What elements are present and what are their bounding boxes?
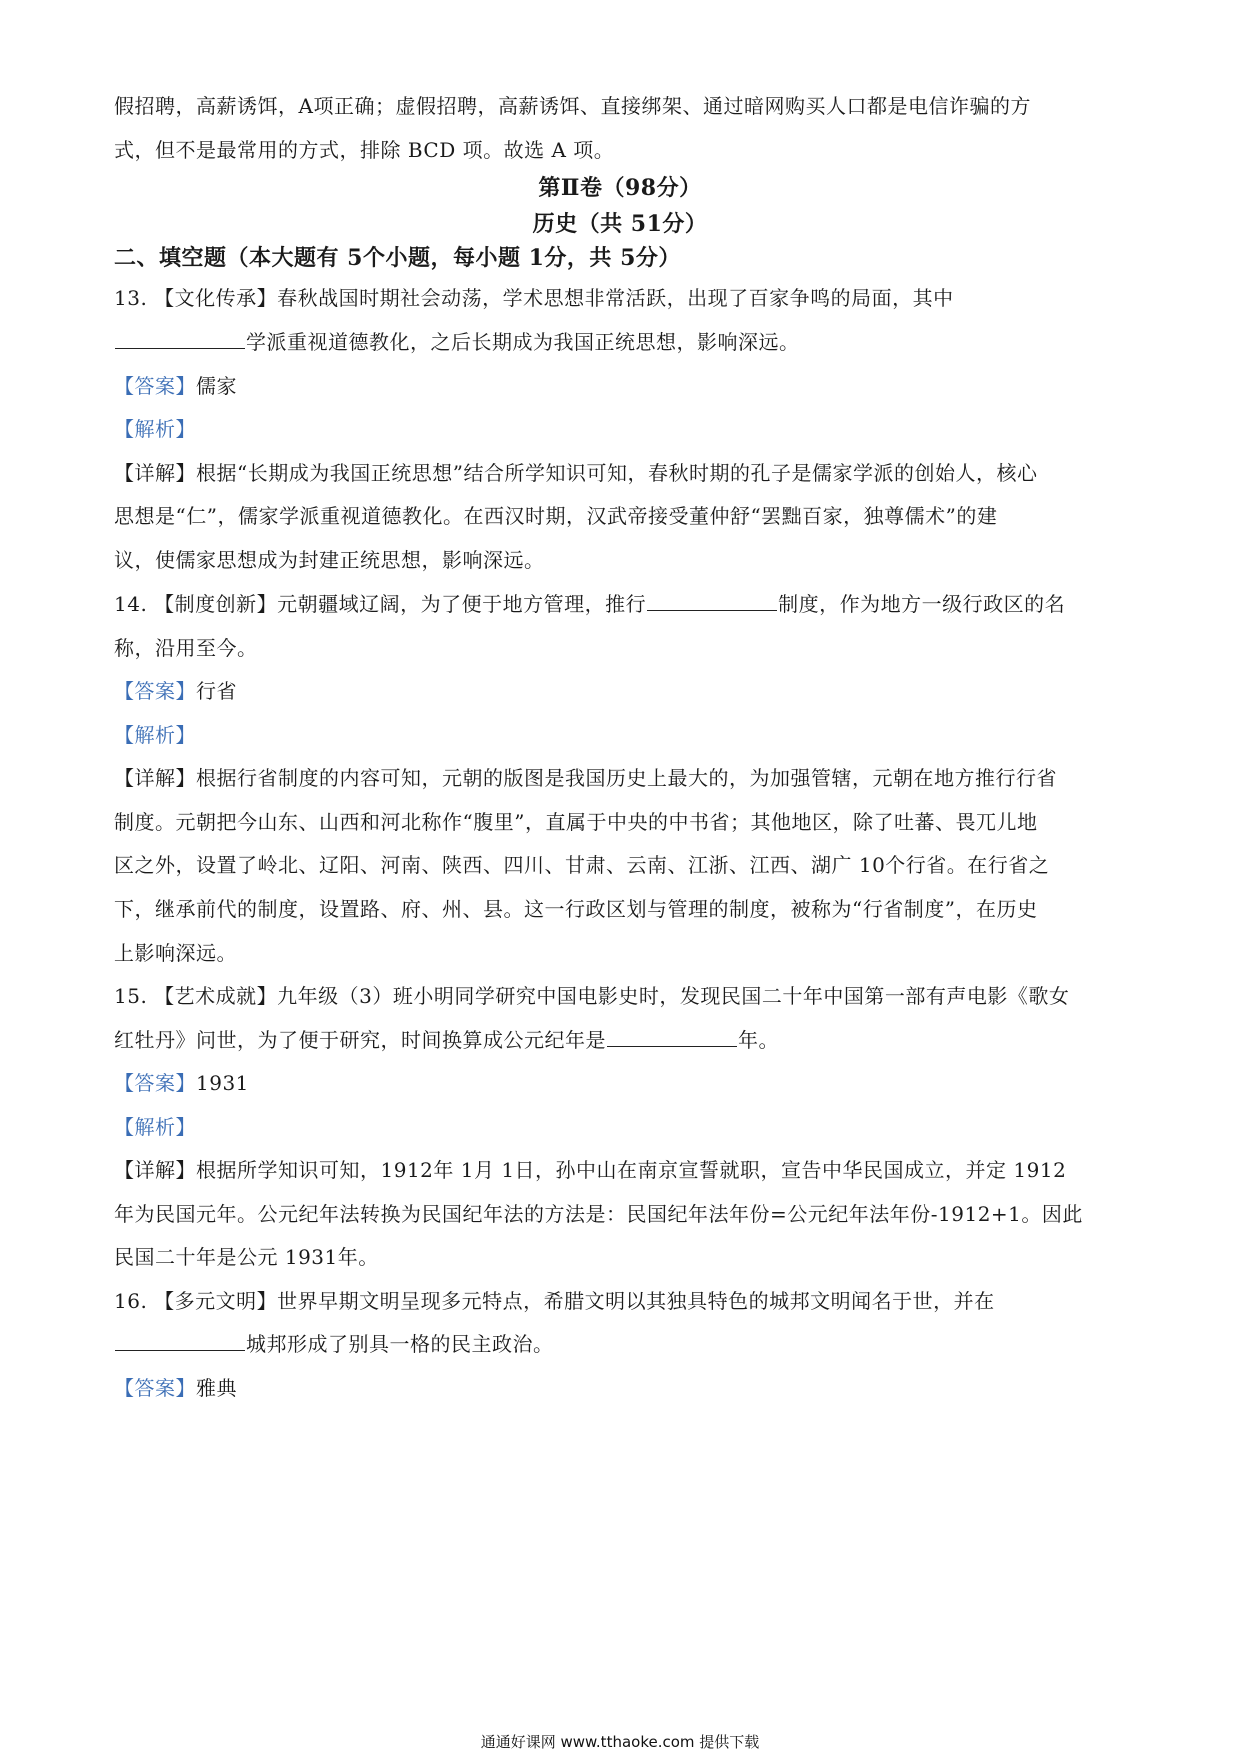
q14-stem-line-2: 称，沿用至今。 bbox=[114, 636, 258, 660]
q15-detail-line-2: 年为民国元年。公元纪年法转换为民国纪年法的方法是：民国纪年法年份=公元纪年法年份-1912+1。因此 bbox=[114, 1202, 1083, 1226]
volume-title: 第Ⅱ卷（98分） bbox=[538, 175, 702, 201]
q14-detail-line-2: 制度。元朝把今山东、山西和河北称作“腹里”，直属于中央的中书省；其他地区，除了吐蕃、畏兀儿地 bbox=[114, 810, 1038, 834]
analysis-label: 【解析】 bbox=[114, 1115, 196, 1139]
answer-label: 【答案】 bbox=[114, 679, 196, 703]
q14-detail-line-1 bbox=[114, 764, 1134, 792]
q16-stem-text-b: 城邦形成了别具一格的民主政治。 bbox=[246, 1332, 554, 1356]
q14-analysis bbox=[114, 721, 1134, 749]
subject-title: 历史（共 51分） bbox=[532, 211, 708, 237]
q13-analysis bbox=[114, 415, 1134, 443]
q16-answer-value: 雅典 bbox=[196, 1376, 237, 1400]
q13-detail-line-1 bbox=[114, 459, 1134, 487]
q15-stem-text-c: 年。 bbox=[738, 1028, 779, 1052]
detail-label: 【详解】 bbox=[114, 766, 196, 790]
answer-label: 【答案】 bbox=[114, 1376, 196, 1400]
q15-stem-text-b: 红牡丹》问世，为了便于研究，时间换算成公元纪年是 bbox=[114, 1028, 606, 1052]
q14-blank bbox=[647, 590, 777, 611]
q13-blank bbox=[115, 328, 245, 349]
q13-stem-line-1: 13. 【文化传承】春秋战国时期社会动荡，学术思想非常活跃，出现了百家争鸣的局面，其中 bbox=[114, 286, 954, 310]
q14-stem-text-a: 14. 【制度创新】元朝疆域辽阔，为了便于地方管理，推行 bbox=[114, 592, 647, 616]
q14-stem-line-1 bbox=[114, 590, 1134, 618]
intro-line-2: 式，但不是最常用的方式，排除 BCD 项。故选 A 项。 bbox=[114, 138, 615, 162]
q14-detail-line-3: 区之外，设置了岭北、辽阳、河南、陕西、四川、甘肃、云南、江浙、江西、湖广 10个行省。在行省之 bbox=[114, 853, 1050, 877]
q13-stem-line-2 bbox=[114, 328, 1134, 356]
detail-label: 【详解】 bbox=[114, 1158, 196, 1182]
q16-answer bbox=[114, 1374, 1134, 1402]
q16-blank bbox=[115, 1330, 245, 1351]
detail-label: 【详解】 bbox=[114, 461, 196, 485]
q13-detail-text-1: 根据“长期成为我国正统思想”结合所学知识可知，春秋时期的孔子是儒家学派的创始人，核心 bbox=[196, 461, 1038, 485]
q14-stem-text-b: 制度，作为地方一级行政区的名 bbox=[778, 592, 1066, 616]
q14-answer bbox=[114, 677, 1134, 705]
q15-stem-line-2 bbox=[114, 1026, 1134, 1054]
q14-detail-line-4: 下，继承前代的制度，设置路、府、州、县。这一行政区划与管理的制度，被称为“行省制度”，在历史 bbox=[114, 897, 1038, 921]
q15-answer bbox=[114, 1069, 1134, 1097]
analysis-label: 【解析】 bbox=[114, 417, 196, 441]
q15-analysis bbox=[114, 1113, 1134, 1141]
q13-answer-value: 儒家 bbox=[196, 374, 237, 398]
analysis-label: 【解析】 bbox=[114, 723, 196, 747]
intro-line-1: 假招聘，高薪诱饵，A项正确；虚假招聘，高薪诱饵、直接绑架、通过暗网购买人口都是电信诈骗的方 bbox=[114, 94, 1031, 118]
part-heading: 二、填空题（本大题有 5个小题，每小题 1分，共 5分） bbox=[114, 245, 681, 271]
q14-detail-line-5: 上影响深远。 bbox=[114, 941, 237, 965]
q16-stem-line-1: 16. 【多元文明】世界早期文明呈现多元特点，希腊文明以其独具特色的城邦文明闻名于世，并在 bbox=[114, 1289, 995, 1313]
q14-answer-value: 行省 bbox=[196, 679, 237, 703]
q15-detail-line-1 bbox=[114, 1156, 1134, 1184]
q15-blank bbox=[607, 1026, 737, 1047]
q15-answer-value: 1931 bbox=[196, 1071, 249, 1095]
q14-detail-text-1: 根据行省制度的内容可知，元朝的版图是我国历史上最大的，为加强管辖，元朝在地方推行行省 bbox=[196, 766, 1057, 790]
answer-label: 【答案】 bbox=[114, 1071, 196, 1095]
q13-detail-line-3: 议，使儒家思想成为封建正统思想，影响深远。 bbox=[114, 548, 545, 572]
q13-stem-text: 学派重视道德教化，之后长期成为我国正统思想，影响深远。 bbox=[246, 330, 800, 354]
q13-answer bbox=[114, 372, 1134, 400]
q15-detail-text-1: 根据所学知识可知，1912年 1月 1日，孙中山在南京宣誓就职，宣告中华民国成立，并定 1912 bbox=[196, 1158, 1067, 1182]
footer-source: 通通好课网 www.tthaoke.com 提供下载 bbox=[480, 1733, 760, 1751]
q15-detail-line-3: 民国二十年是公元 1931年。 bbox=[114, 1245, 379, 1269]
q13-detail-line-2: 思想是“仁”，儒家学派重视道德教化。在西汉时期，汉武帝接受董仲舒“罢黜百家，独尊儒术”的建 bbox=[114, 504, 998, 528]
q15-stem-line-1: 15. 【艺术成就】九年级（3）班小明同学研究中国电影史时，发现民国二十年中国第一部有声电影《歌女 bbox=[114, 984, 1070, 1008]
q16-stem-line-2 bbox=[114, 1330, 1134, 1358]
answer-label: 【答案】 bbox=[114, 374, 196, 398]
